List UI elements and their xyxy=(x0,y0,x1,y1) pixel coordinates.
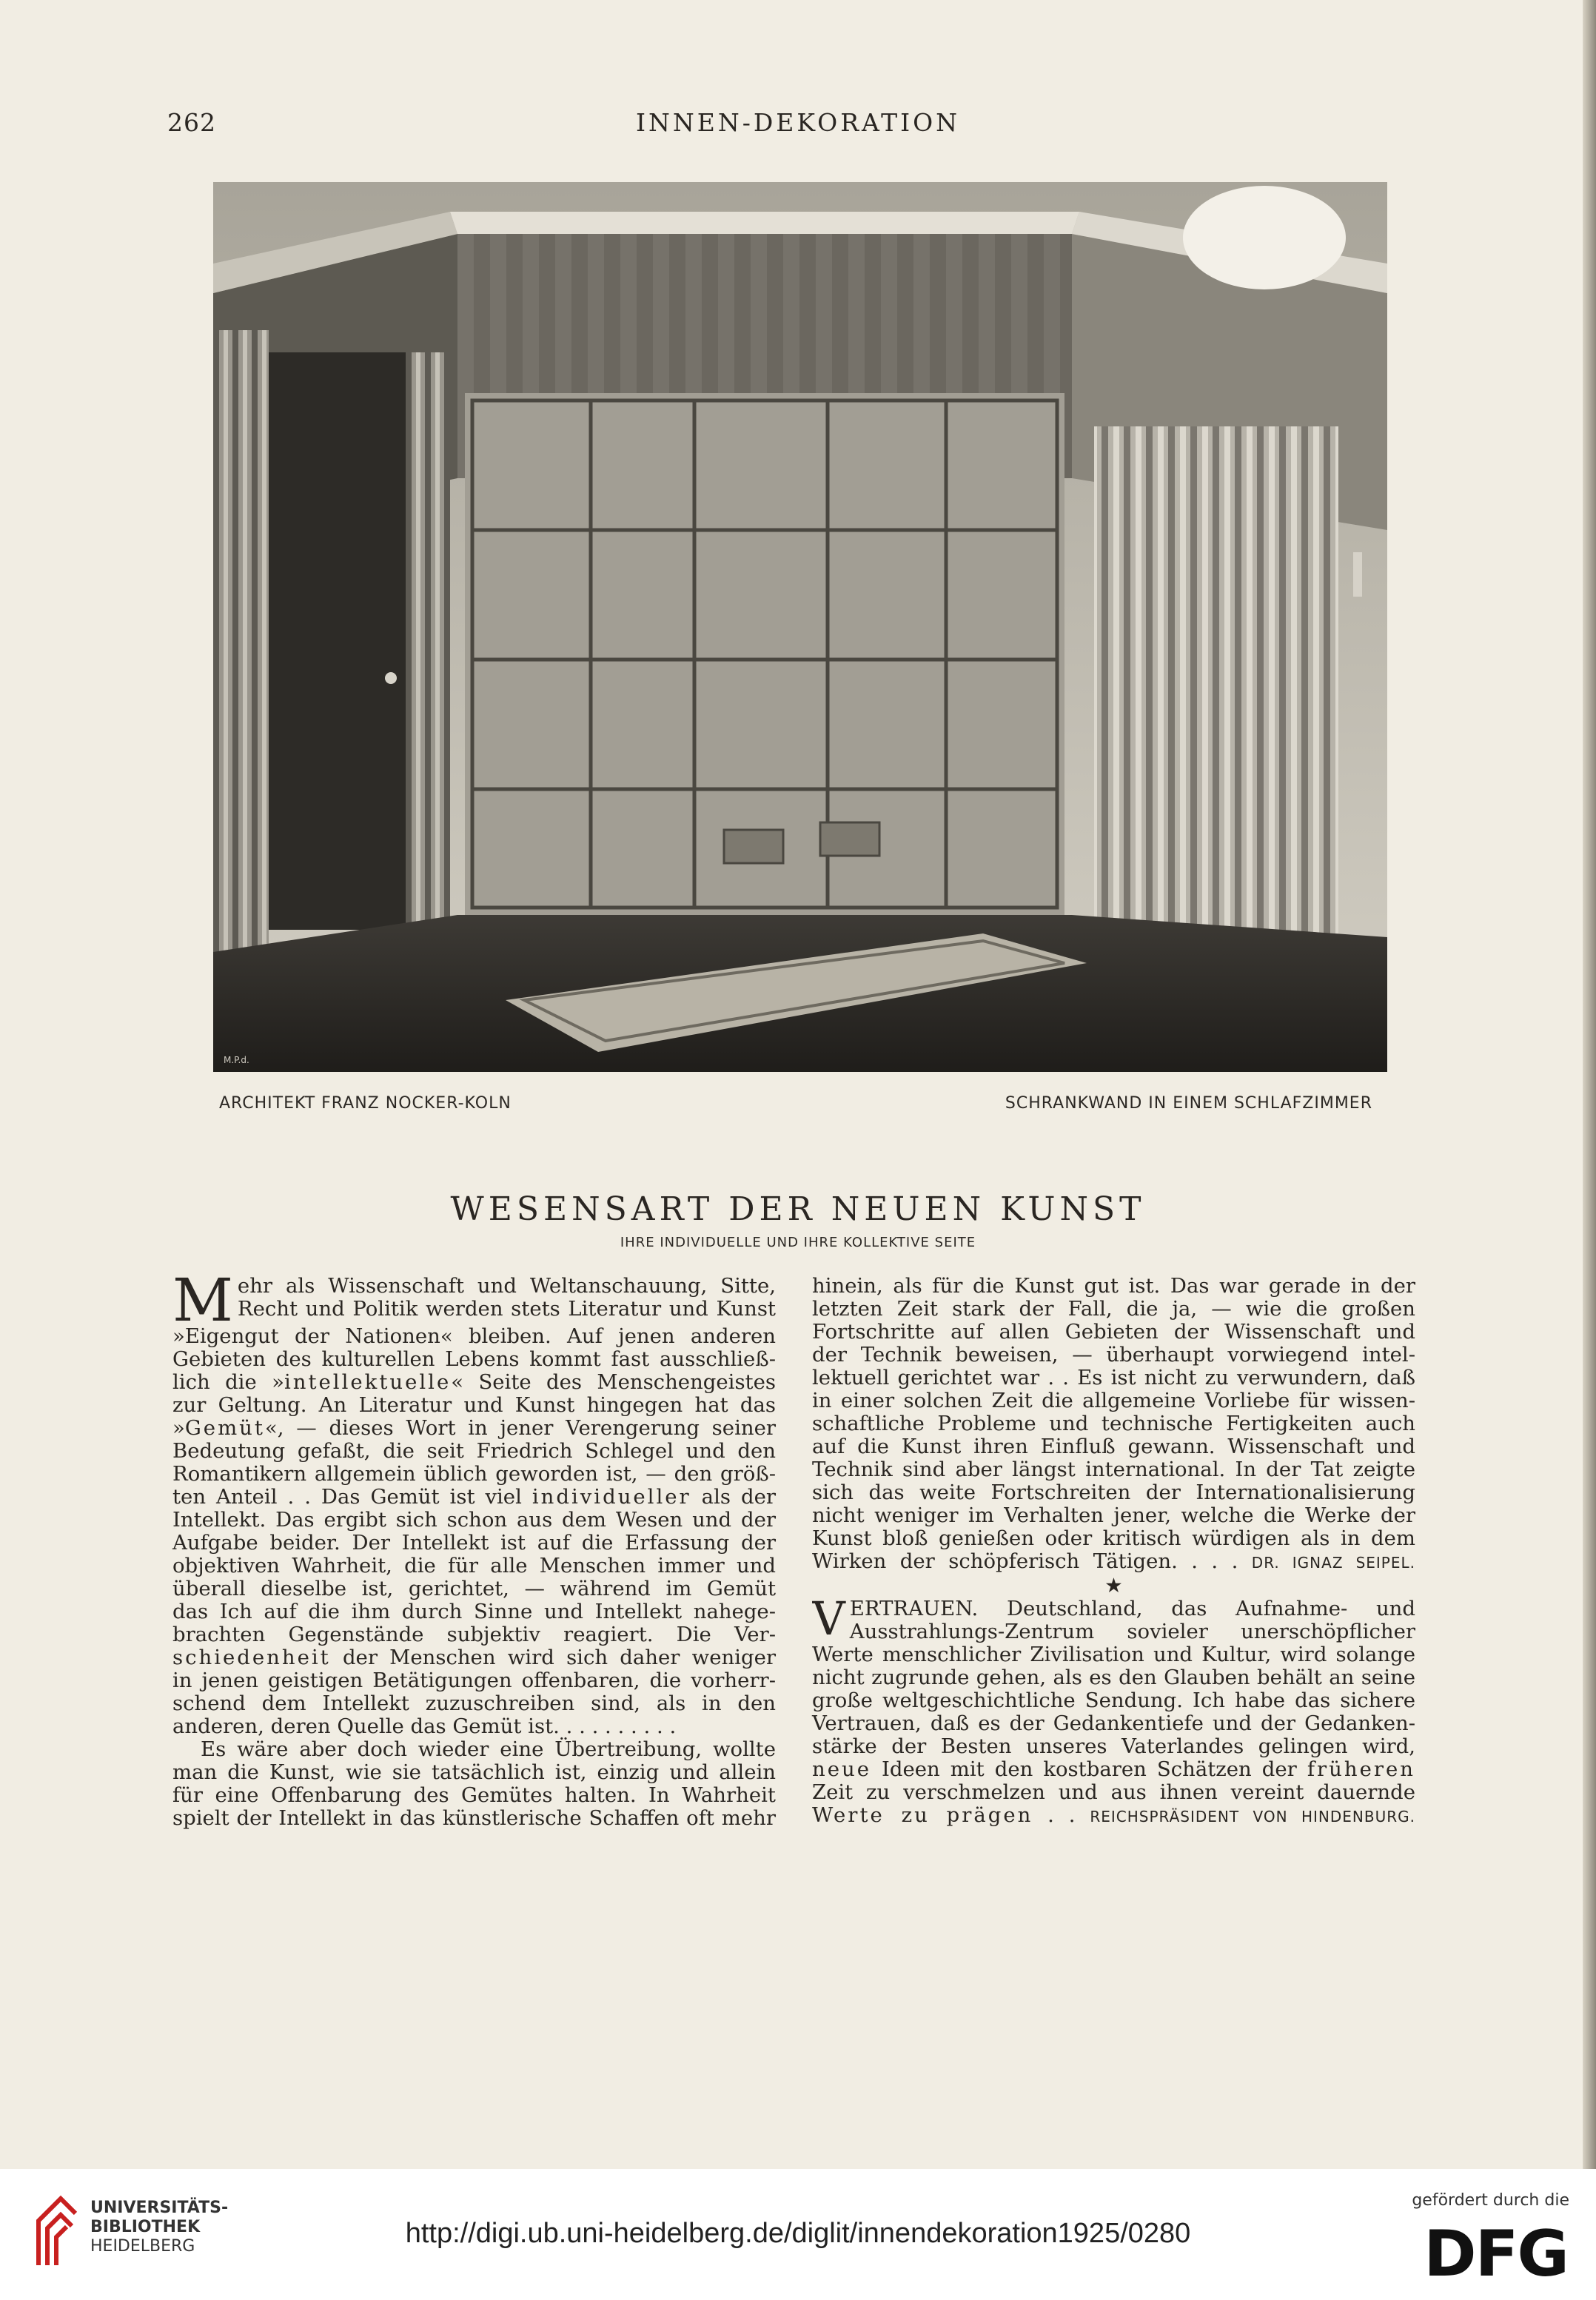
text-line: Technik sind aber längst international. In der Tat zeigte xyxy=(812,1458,1415,1481)
text-line: nicht weniger im Verhalten jener, welche die Werke der xyxy=(812,1503,1415,1527)
text-line: »Eigengut der Nationen« bleiben. Auf jenen anderen xyxy=(172,1324,776,1348)
text-line: das Ich auf die ihm durch Sinne und Intellekt nahege- xyxy=(172,1600,776,1623)
digitization-footer xyxy=(0,2169,1596,2300)
spaced-emphasis: schiedenheit xyxy=(172,1646,331,1669)
spaced-emphasis: individueller xyxy=(532,1485,691,1509)
text-line: Kunst bloß genießen oder kritisch würdigen als in dem xyxy=(812,1526,1415,1550)
text-line: überall dieselbe ist, gerichtet, — während im Gemüt xyxy=(172,1577,776,1600)
text-line: lektuell gerichtet war . . Es ist nicht zu verwundern, daß xyxy=(812,1366,1415,1389)
text-line: sich das weite Fortschreiten der Internationalisierung xyxy=(812,1481,1415,1504)
text-line: Zeit zu verschmelzen und aus ihnen vereint dauernde xyxy=(812,1780,1415,1804)
text-line: letzten Zeit stark der Fall, die ja, — wie die großen xyxy=(812,1297,1415,1321)
text-line: spielt der Intellekt in das künstlerische Schaffen oft mehr xyxy=(172,1806,776,1830)
spaced-emphasis: intellektuelle xyxy=(284,1370,452,1394)
text-line: zur Geltung. An Literatur und Kunst hingegen hat das xyxy=(172,1393,776,1417)
library-name: UNIVERSITÄTS- BIBLIOTHEK HEIDELBERG xyxy=(90,2199,229,2256)
text-line: anderen, deren Quelle das Gemüt ist. . . . . . . . . . xyxy=(172,1714,677,1738)
text-line: schaftliche Probleme und technische Fertigkeiten auch xyxy=(812,1412,1415,1435)
dropcap-paragraph xyxy=(172,1275,776,1325)
photo-signature: M.P.d. xyxy=(224,1055,249,1065)
funding-label: gefördert durch die xyxy=(1412,2191,1569,2210)
spaced-emphasis: früheren xyxy=(1307,1757,1415,1781)
article-subtitle: IHRE INDIVIDUELLE UND IHRE KOLLEKTIVE SEITE xyxy=(620,1235,976,1250)
text-line: Es wäre aber doch wieder eine Übertreibung, wollte xyxy=(201,1737,776,1761)
text-line: Aufgabe beider. Der Intellekt ist auf die Erfassung der xyxy=(172,1531,776,1555)
article-column-left xyxy=(172,1275,776,1830)
page-number: 262 xyxy=(167,108,216,137)
running-head: INNEN-DEKORATION xyxy=(635,108,961,137)
text-line: Recht und Politik werden stets Literatur und Kunst xyxy=(237,1297,776,1321)
author-signature: REICHSPRÄSIDENT VON HINDENBURG. xyxy=(1090,1808,1415,1825)
text-line: lich die »intellektuelle« Seite des Menschengeistes xyxy=(172,1370,776,1394)
section-star: ★ xyxy=(1104,1574,1123,1597)
text-line: brachten Gegenstände subjektiv reagiert. Die Ver- xyxy=(172,1623,776,1646)
text-line: auf die Kunst ihren Einfluß gewann. Wissenschaft und xyxy=(812,1435,1415,1458)
text-line: schiedenheit der Menschen wird sich daher weniger xyxy=(172,1646,776,1669)
text-line: in einer solchen Zeit die allgemeine Vorliebe für wissen- xyxy=(812,1389,1415,1412)
text-line: Fortschritte auf allen Gebieten der Wissenschaft und xyxy=(812,1320,1415,1344)
article-title: WESENSART DER NEUEN KUNST xyxy=(450,1190,1146,1228)
text-line: Ausstrahlungs-Zentrum sovieler unerschöpflicher xyxy=(849,1620,1415,1643)
text-line: Intellekt. Das ergibt sich schon aus dem Wesen und der xyxy=(172,1508,776,1532)
dropcap-paragraph xyxy=(812,1597,1415,1643)
text-line: objektiven Wahrheit, die für alle Menschen immer und xyxy=(172,1554,776,1578)
caption-description: SCHRANKWAND IN EINEM SCHLAFZIMMER xyxy=(1005,1094,1372,1113)
text-line: stärke der Besten unseres Vaterlandes gelingen wird, xyxy=(812,1734,1415,1758)
text-line: Werte menschlicher Zivilisation und Kultur, wird solange xyxy=(812,1643,1415,1666)
dropcap-letter: V xyxy=(812,1597,845,1643)
article-column-right xyxy=(812,1275,1415,1828)
text-line: man die Kunst, wie sie tatsächlich ist, einzig und allein xyxy=(172,1760,776,1784)
text-line: der Technik beweisen, — überhaupt vorwiegend intel- xyxy=(812,1343,1415,1367)
dropcap-letter: M xyxy=(172,1275,233,1325)
text-line: für eine Offenbarung des Gemütes halten. In Wahrheit xyxy=(172,1783,776,1807)
text-line: Vertrauen, daß es der Gedankentiefe und der Gedanken- xyxy=(812,1711,1415,1735)
spaced-emphasis: neue xyxy=(812,1757,871,1781)
interior-photograph xyxy=(213,182,1387,1072)
text-line: »Gemüt«, — dieses Wort in jener Verengerung seiner xyxy=(172,1416,776,1440)
text-line: in jenen geistigen Betätigungen offenbaren, die vorherr- xyxy=(172,1669,776,1692)
spaced-emphasis: Werte zu prägen xyxy=(812,1803,1033,1827)
text-line: ten Anteil . . Das Gemüt ist viel individueller als der xyxy=(172,1485,776,1509)
text-line: Romantikern allgemein üblich geworden ist, — den größ- xyxy=(172,1462,776,1486)
text-line: Werte zu prägen . . REICHSPRÄSIDENT VON HINDENBURG. xyxy=(812,1803,1415,1827)
page-binding-edge xyxy=(1583,0,1596,2169)
text-line: Gebieten des kulturellen Lebens kommt fast ausschließ- xyxy=(172,1347,776,1371)
text-line: hinein, als für die Kunst gut ist. Das war gerade in der xyxy=(812,1274,1415,1298)
text-line: Bedeutung gefaßt, die seit Friedrich Schlegel und den xyxy=(172,1439,776,1463)
digital-copy-link[interactable]: http://digi.ub.uni-heidelberg.de/diglit/innendekoration1925/0280 xyxy=(405,2218,1191,2249)
caption-architect: ARCHITEKT FRANZ NOCKER-KOLN xyxy=(219,1094,512,1113)
text-line: ERTRAUEN. Deutschland, das Aufnahme- und xyxy=(849,1597,1415,1620)
text-line: schend dem Intellekt zuzuschreiben sind, als in den xyxy=(172,1692,776,1715)
dfg-logo: DFG xyxy=(1424,2217,1568,2291)
spaced-emphasis: Gemüt xyxy=(184,1416,265,1440)
author-signature: DR. IGNAZ SEIPEL. xyxy=(1251,1554,1416,1572)
text-line: große weltgeschichtliche Sendung. Ich habe das sichere xyxy=(812,1689,1415,1712)
text-line: nicht zugrunde gehen, als es den Glauben behält an seine xyxy=(812,1666,1415,1689)
text-line: neue Ideen mit den kostbaren Schätzen der früheren xyxy=(812,1757,1415,1781)
text-line: Wirken der schöpferisch Tätigen. . . . DR. IGNAZ SEIPEL. xyxy=(812,1549,1416,1573)
text-line: ehr als Wissenschaft und Weltanschauung, Sitte, xyxy=(237,1275,776,1298)
